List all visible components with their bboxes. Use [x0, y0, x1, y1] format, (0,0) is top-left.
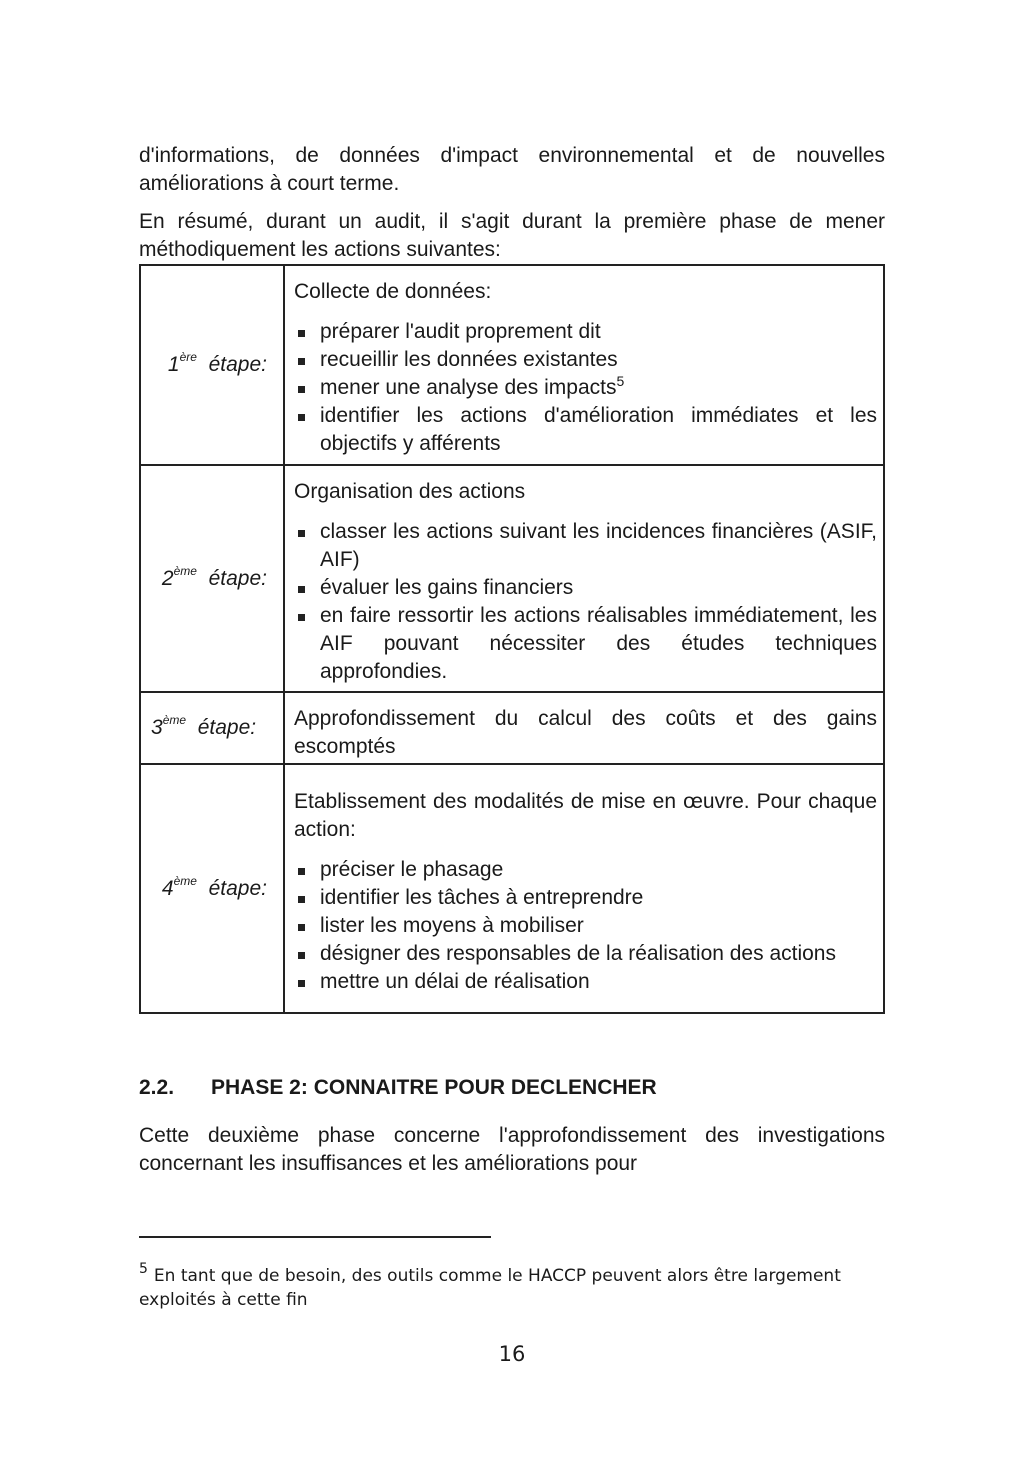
paragraph-continuation: d'informations, de données d'impact environnemental et de nouvelles améliorations à court terme.	[139, 144, 885, 195]
bullet-list	[294, 856, 877, 996]
footnote-text: En tant que de besoin, des outils comme le HACCP peuvent alors être largement exploités à cette fin	[139, 1266, 841, 1310]
step-word: étape:	[208, 566, 267, 590]
step-word: étape:	[197, 716, 257, 739]
footnote-ref: 5	[616, 373, 625, 389]
list-item: classer les actions suivant les incidences financières (ASIF, AIF)	[294, 518, 877, 574]
footnote	[139, 1261, 899, 1312]
step-intro: Approfondissement du calcul des coûts et des gains escomptés	[294, 707, 877, 758]
step-number: 1	[167, 353, 180, 376]
list-item: identifier les tâches à entreprendre	[294, 884, 877, 912]
list-item: lister les moyens à mobiliser	[294, 912, 877, 940]
step-number: 3	[151, 716, 163, 739]
step-ordinal: ème	[173, 563, 197, 578]
steps-table	[139, 264, 885, 1014]
step-intro: Organisation des actions	[294, 479, 526, 503]
page-number: 16	[498, 1342, 526, 1366]
step-label-1	[140, 265, 284, 465]
step-label-2	[140, 465, 284, 692]
page-content	[139, 142, 885, 1178]
section-number: 2.2.	[139, 1076, 175, 1099]
list-item: préciser le phasage	[294, 856, 877, 884]
step-label-4	[140, 764, 284, 1013]
section-heading	[139, 1074, 885, 1102]
step-word: étape:	[208, 876, 267, 900]
table-row-step-3	[140, 692, 884, 764]
section-title: PHASE 2: CONNAITRE POUR DECLENCHER	[211, 1076, 657, 1099]
bullet-list	[294, 518, 877, 686]
list-item: identifier les actions d'amélioration immédiates et les objectifs y afférents	[294, 402, 877, 458]
step-content-2	[284, 465, 884, 692]
step-content-3	[284, 692, 884, 764]
paragraph-summary: En résumé, durant un audit, il s'agit durant la première phase de mener méthodiquement les actions suivantes:	[139, 210, 885, 261]
step-label-3	[140, 692, 284, 764]
list-item: recueillir les données existantes	[294, 346, 877, 374]
step-number: 4	[161, 876, 174, 900]
list-item: mettre un délai de réalisation	[294, 968, 877, 996]
step-content-4	[284, 764, 884, 1013]
section-paragraph: Cette deuxième phase concerne l'approfondissement des investigations concernant les insuffisances et les améliorations pour	[139, 1124, 885, 1175]
table-row-step-1	[140, 265, 884, 465]
step-number: 2	[161, 566, 174, 590]
list-item: évaluer les gains financiers	[294, 574, 877, 602]
step-ordinal: ère	[179, 350, 197, 364]
table-row-step-2	[140, 465, 884, 692]
table-row-step-4	[140, 764, 884, 1013]
list-item	[294, 374, 877, 402]
step-intro: Collecte de données:	[294, 280, 492, 303]
list-item: en faire ressortir les actions réalisables immédiatement, les AIF pouvant nécessiter des études techniques approfondies.	[294, 602, 877, 686]
step-content-1	[284, 265, 884, 465]
footnote-separator	[139, 1236, 491, 1238]
step-intro: Etablissement des modalités de mise en œuvre. Pour chaque action:	[294, 789, 877, 841]
step-word: étape:	[208, 353, 267, 376]
bullet-list	[294, 318, 877, 458]
list-item: désigner des responsables de la réalisation des actions	[294, 940, 877, 968]
list-item: préparer l'audit proprement dit	[294, 318, 877, 346]
step-ordinal: ème	[173, 873, 197, 888]
step-ordinal: ème	[162, 713, 187, 727]
list-item-text: mener une analyse des impacts	[320, 376, 617, 399]
footnote-mark: 5	[139, 1261, 148, 1277]
